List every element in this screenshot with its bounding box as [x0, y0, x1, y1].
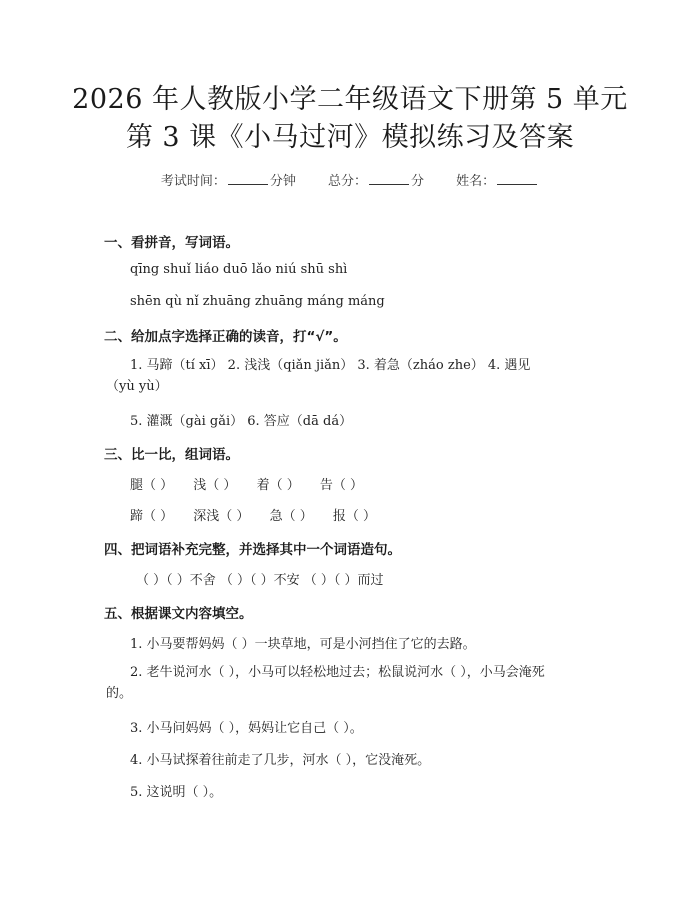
section-3-row-2-item: 报（ ） — [332, 509, 376, 524]
section-4-heading: 四、把词语补充完整，并选择其中一个词语造句。 — [104, 542, 401, 558]
section-5-question-2-text: 2. 老牛说河水（ ），小马可以轻松地过去；松鼠说河水（ ），小马会淹死 — [130, 665, 545, 680]
section-1-pinyin-row-2: shēn qù nǐ zhuāng zhuāng máng máng — [130, 294, 385, 309]
section-3-row-1-item: 告（ ） — [319, 478, 363, 493]
exam-score — [328, 174, 428, 189]
section-5-question-2-wrap: 的。 — [106, 686, 133, 701]
section-3-heading: 三、比一比，组词语。 — [104, 447, 239, 463]
section-3-row-2-item: 深浅（ ） — [193, 509, 250, 524]
exam-meta — [0, 170, 700, 189]
section-5-question-3: 3. 小马问妈妈（ ），妈妈让它自己（ ）。 — [130, 721, 363, 736]
student-name — [456, 174, 539, 189]
section-3-row-1 — [130, 474, 379, 493]
section-3-row-2-item: 急（ ） — [269, 509, 313, 524]
section-5-question-4: 4. 小马试探着往前走了几步，河水（ ），它没淹死。 — [130, 753, 431, 768]
section-3-row-1-item: 浅（ ） — [193, 478, 237, 493]
section-2-row-1-wrap: （yù yù） — [106, 379, 168, 394]
section-3-row-1-item: 腿（ ） — [130, 478, 174, 493]
section-3-row-2-item: 蹄（ ） — [130, 509, 174, 524]
section-3-row-2 — [130, 505, 392, 524]
exam-time-label: 考试时间： — [160, 174, 226, 189]
section-5-question-5: 5. 这说明（ ）。 — [130, 785, 223, 800]
section-5-question-2 — [106, 662, 590, 704]
section-5-heading: 五、根据课文内容填空。 — [104, 606, 253, 622]
student-name-label: 姓名： — [456, 174, 496, 189]
exam-score-blank[interactable] — [369, 172, 409, 185]
exam-time-unit: 分钟 — [269, 174, 296, 189]
document-title-line-2: 第 3 课《小马过河》模拟练习及答案 — [125, 122, 575, 153]
section-5-question-1: 1. 小马要帮妈妈（ ）一块草地，可是小河挡住了它的去路。 — [130, 637, 476, 652]
exam-time — [161, 174, 300, 189]
section-1-pinyin-row-1: qīng shuǐ liáo duō lǎo niú shū shì — [130, 262, 348, 277]
section-3-row-1-item: 着（ ） — [256, 478, 300, 493]
section-1-heading: 一、看拼音，写词语。 — [104, 235, 239, 251]
section-2-question-row-2: 5. 灌溉（gài gǎi） 6. 答应（dā dá） — [130, 414, 353, 429]
exam-score-unit: 分 — [411, 174, 425, 189]
section-2-row-1-text: 1. 马蹄（tí xī） 2. 浅浅（qiǎn jiǎn） 3. 着急（zháo zhe） 4. 遇见 — [130, 358, 531, 373]
section-2-question-row-1 — [106, 355, 590, 397]
section-4-idiom-row: （ ）（ ）不舍 （ ）（ ）不安 （ ）（ ）而过 — [136, 573, 384, 588]
section-2-heading: 二、给加点字选择正确的读音，打“√”。 — [104, 329, 347, 345]
student-name-blank[interactable] — [497, 172, 537, 185]
exam-score-label: 总分： — [327, 174, 367, 189]
exam-time-blank[interactable] — [228, 172, 268, 185]
document-title-line-1: 2026 年人教版小学二年级语文下册第 5 单元 — [72, 84, 628, 115]
